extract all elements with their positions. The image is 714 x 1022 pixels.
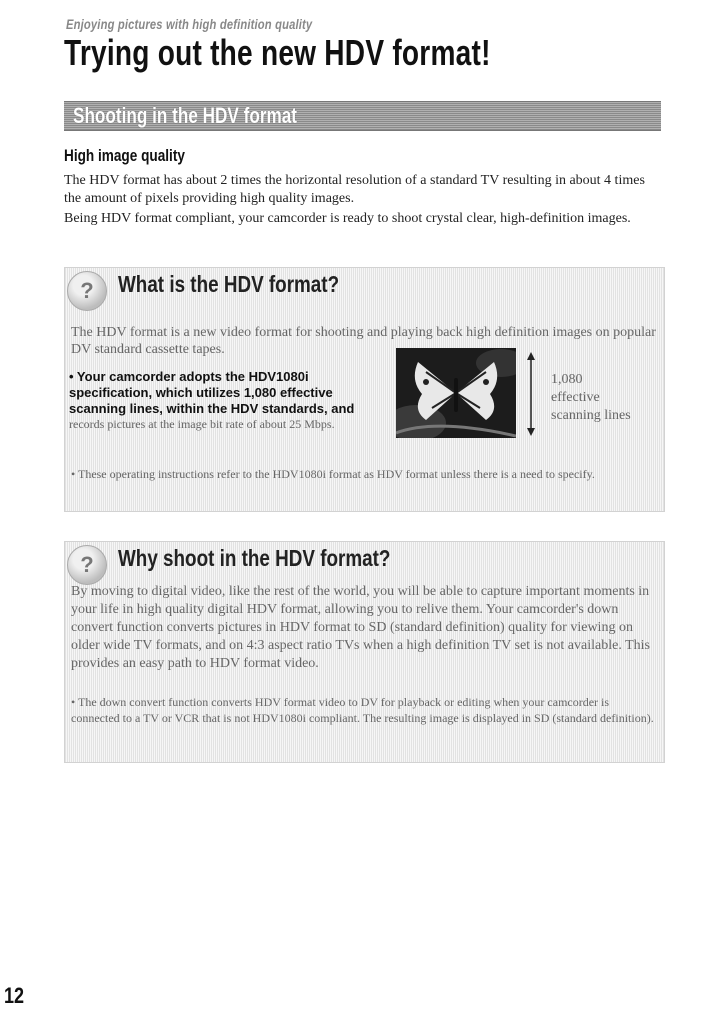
scanning-lines-label: 1,080 effective scanning lines xyxy=(551,372,631,423)
paragraph-resolution: The HDV format has about 2 times the horizontal resolution of a standard TV resulting in about 4 times the amount of pixels providing high quality images. xyxy=(64,173,645,206)
bullet-hdv1080i xyxy=(69,369,389,432)
paragraph-compliance: Being HDV format compliant, your camcorder is ready to shoot crystal clear, high-definition images. xyxy=(64,211,631,226)
why-shoot-hdv-body: By moving to digital video, like the rest of the world, you will be able to capture important moments in your life in high quality digital HDV format, allowing you to relive them. Your camcorder's down convert function converts pictures in HDV format to SD (standard definition) quality for viewing on older wide TV formats, and on 4:3 aspect ratio TVs when a high definition TV set is not available. This provides an easy path to HDV format video. xyxy=(71,584,650,671)
scanning-lines-arrow-icon xyxy=(526,352,536,436)
what-is-hdv-note: • These operating instructions refer to the HDV1080i format as HDV format unless there is a need to specify. xyxy=(71,467,595,481)
butterfly-photo xyxy=(396,348,516,438)
page-title: Trying out the new HDV format! xyxy=(64,32,491,73)
chapter-kicker: Enjoying pictures with high definition quality xyxy=(66,16,313,32)
subheading-high-image-quality: High image quality xyxy=(64,146,185,165)
what-is-hdv-title: What is the HDV format? xyxy=(118,271,340,297)
what-is-hdv-intro: The HDV format is a new video format for shooting and playing back high definition images on popular DV standard cassette tapes. xyxy=(71,325,656,357)
page-number: 12 xyxy=(4,983,25,1008)
section-header-bar xyxy=(64,101,661,131)
what-is-hdv-box xyxy=(64,267,665,512)
why-shoot-hdv-title: Why shoot in the HDV format? xyxy=(118,545,391,571)
why-shoot-hdv-note: • The down convert function converts HDV format video to DV for playback or editing when your camcorder is connected to a TV or VCR that is not HDV1080i compliant. The resulting image is displayed in SD (standard definition). xyxy=(71,695,654,725)
why-shoot-hdv-box xyxy=(64,541,665,763)
butterfly-photo-icon xyxy=(396,348,516,438)
bullet-hdv1080i-bold: • Your camcorder adopts the HDV1080i specification, which utilizes 1,080 effective scanning lines, within the HDV standards, and xyxy=(69,369,355,416)
question-badge-icon: ? xyxy=(67,545,107,585)
section-title: Shooting in the HDV format xyxy=(73,103,298,128)
bullet-hdv1080i-rest: records pictures at the image bit rate of about 25 Mbps. xyxy=(69,417,335,431)
question-badge-icon: ? xyxy=(67,271,107,311)
